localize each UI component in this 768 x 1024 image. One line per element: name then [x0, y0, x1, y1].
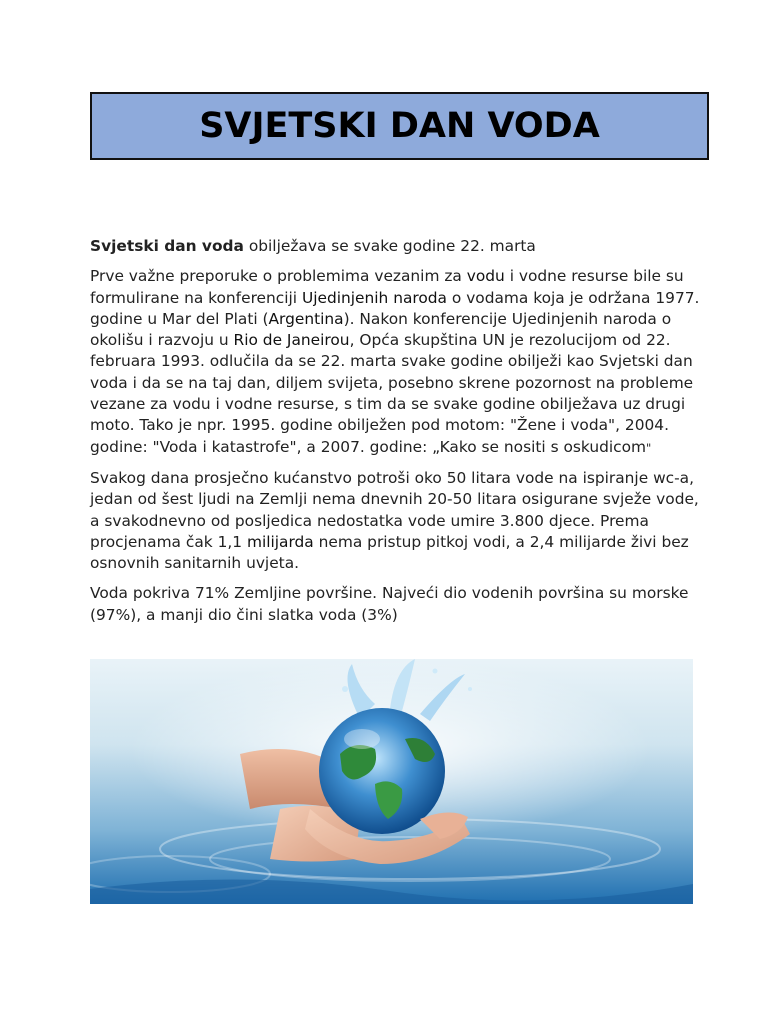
intro-bold-text: Svjetski dan voda: [90, 237, 244, 255]
paragraph-surface: [90, 583, 700, 626]
history-text-5: , Opća skupština UN je rezolucijom od 22. februara 1993. odlučila da se 22. marta svake godine obilježi kao Svjetski dan voda i da se na taj dan, diljem svijeta, posebno skrene pozornost na probleme vezane za vodu i vodne resurse, s tim da se svake godine obilježava uz drugi moto. Tako je npr. 1995. godine obilježen pod motom: "Žene i voda", 2004. godine: "Voda i katastrofe", a 2007. godine: „Kako se nositi s oskudicom: [90, 331, 694, 456]
closing-quote: ": [646, 440, 652, 455]
water-globe-illustration: [90, 659, 693, 904]
history-text-1: Prve važne preporuke o problemima vezanim za: [90, 267, 467, 286]
link-ujedinjenih-naroda[interactable]: Ujedinjenih naroda: [301, 288, 447, 307]
history-text-2: i vodne resurse bile su formulirane na konferenciji: [90, 267, 684, 307]
intro-text: obilježava se svake godine 22. marta: [243, 237, 536, 255]
hands-holding-globe-water-image: [90, 659, 693, 904]
history-text-3: o vodama koja je održana 1977. godine u Mar del Plati (: [90, 288, 700, 328]
stats-text-2: nema pristup pitkoj vodi, a 2,4 milijarde živi bez osnovnih sanitarnih uvjeta.: [90, 532, 689, 573]
link-argentina[interactable]: Argentina: [268, 309, 344, 328]
page-title: SVJETSKI DAN VODA: [199, 106, 600, 146]
surface-text: Voda pokriva 71% Zemljine površine. Najveći dio vodenih površina su morske (97%), a manji dio čini slatka voda (3%): [90, 584, 689, 624]
link-milijarda[interactable]: milijarda: [246, 532, 314, 551]
history-text-4: ). Nakon konferencije Ujedinjenih naroda o okolišu i razvoju u: [90, 309, 672, 350]
title-banner: [90, 92, 709, 160]
document-body: [90, 236, 700, 635]
stats-text-1: Svakog dana prosječno kućanstvo potroši oko 50 litara vode na ispiranje wc-a, jedan od šest ljudi na Zemlji nema dnevnih 20-50 litara osigurane svježe vode, a svakodnevno od posljedica nedostatka vode umire 3.800 djece. Prema procjenama čak 1,1: [90, 468, 699, 551]
paragraph-history: [90, 266, 700, 459]
link-vodu[interactable]: vodu: [466, 267, 505, 286]
paragraph-statistics: [90, 468, 700, 574]
link-rio-de-janeirou[interactable]: Rio de Janeirou: [233, 331, 350, 350]
paragraph-intro: [90, 236, 700, 257]
